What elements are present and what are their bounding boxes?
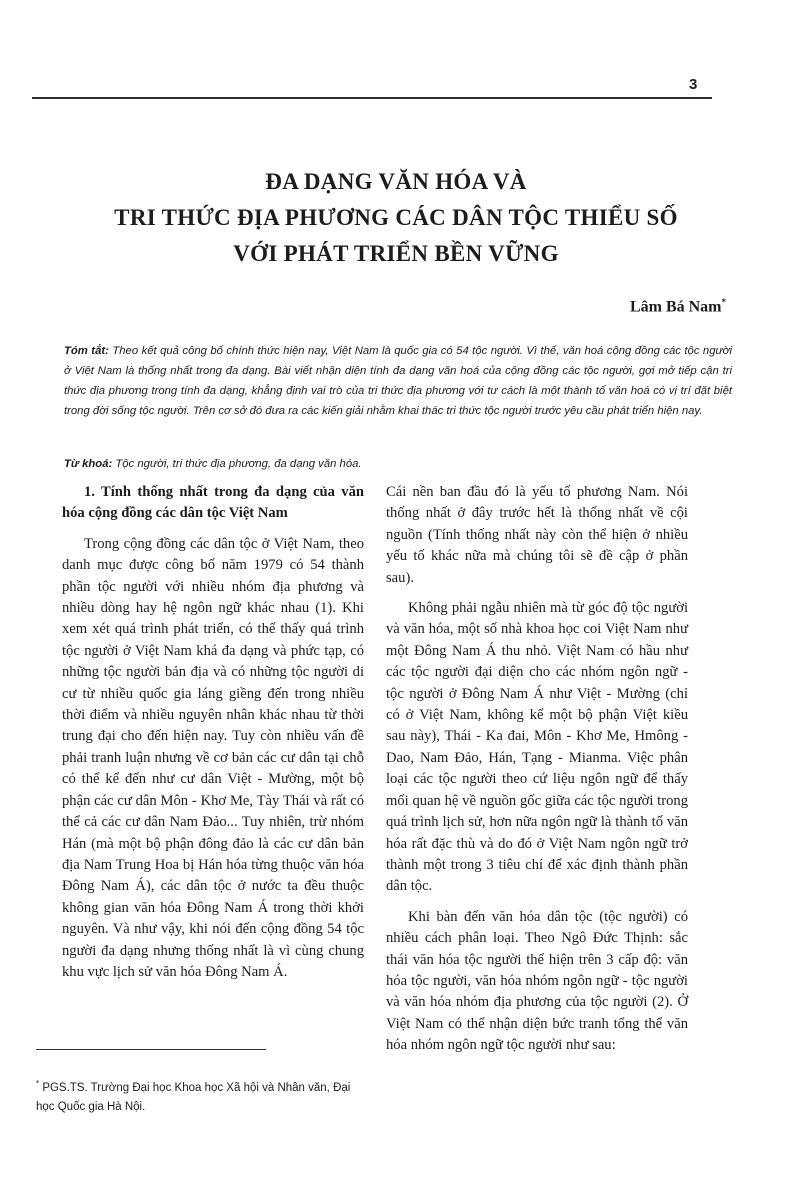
keywords-label: Từ khoá: <box>64 458 113 470</box>
footnote-mark: * <box>36 1079 40 1088</box>
title-line-1: ĐA DẠNG VĂN HÓA VÀ <box>265 169 527 194</box>
footnote <box>36 1074 356 1117</box>
author-name: Lâm Bá Nam <box>629 298 722 316</box>
header-rule <box>32 97 712 99</box>
author <box>630 297 726 316</box>
title-line-3: VỚI PHÁT TRIỂN BỀN VỮNG <box>233 241 559 266</box>
abstract <box>64 341 732 421</box>
right-column <box>386 482 688 1066</box>
abstract-label: Tóm tắt: <box>64 345 109 357</box>
right-paragraph-3: Khi bàn đến văn hóa dân tộc (tộc người) có nhiều cách phân loại. Theo Ngô Đức Thịnh: sắc thái văn hóa tộc người thể hiện trên 3 cấp độ: văn hóa tộc người, văn hóa nhóm ngôn ngữ - tộc người và văn hóa nhóm địa phương của tộc người (2). Ở Việt Nam có thể nhận diện bức tranh tổng thể văn hóa nhóm ngôn ngữ tộc người như sau: <box>386 908 688 1054</box>
author-footnote-mark: * <box>721 297 726 307</box>
footnote-rule <box>36 1049 266 1050</box>
section-heading: 1. Tính thống nhất trong đa dạng của văn hóa cộng đồng các dân tộc Việt Nam <box>62 484 364 522</box>
right-paragraph-1: Cái nền ban đầu đó là yếu tố phương Nam. Nói thống nhất ở đây trước hết là thống nhất về cội nguồn (Tính thống nhất này còn thể hiện ở nhiều yếu tố khác nữa mà chúng tôi sẽ đề cập ở phần sau). <box>386 484 688 586</box>
article-title <box>0 164 792 272</box>
left-paragraph-1: Trong cộng đồng các dân tộc ở Việt Nam, theo danh mục được công bố năm 1979 có 54 thành phần tộc người với nhiều nhóm địa phương và nhiều dòng hay hệ ngôn ngữ khác nhau (1). Khi xem xét quá trình phát triển, có thể thấy quá trình tộc người ở Việt Nam khá đa dạng và phức tạp, có những tộc người bản địa và có những tộc người di cư từ nhiều quốc gia láng giềng đến trong nhiều thời điểm và nhiều nguyên nhân khác nhau từ thời trung đại cho đến hiện nay. Tuy còn nhiều vấn đề phải tranh luận nhưng về cơ bản các cư dân tại chỗ có thể kể đến như cư dân Việt - Mường, một bộ phận các cư dân Môn - Khơ Me, Tày Thái và rất có thể cả các cư dân Nam Đảo... Tuy nhiên, trừ nhóm Hán (mà một bộ phận đông đảo là các cư dân bản địa Nam Trung Hoa bị Hán hóa từng thuộc văn hóa Đông Nam Á), các dân tộc ở nước ta đều thuộc không gian văn hóa Đông Nam Á trong thời khởi nguyên. Và như vậy, khi nói đến cộng đồng 54 tộc người đa dạng nhưng thống nhất là vì cùng chung khu vực lịch sử văn hóa Đông Nam Á. <box>62 535 364 980</box>
keywords <box>64 454 732 474</box>
footnote-text: PGS.TS. Trường Đại học Khoa học Xã hội và Nhân văn, Đại học Quốc gia Hà Nội. <box>36 1081 351 1113</box>
left-column <box>62 482 364 992</box>
right-paragraph-2: Không phải ngẫu nhiên mà từ góc độ tộc người và văn hóa, một số nhà khoa học coi Việt Nam như một Đông Nam Á thu nhỏ. Việt Nam có hầu như các tộc người đại diện cho các nhóm ngôn ngữ - tộc người ở Đông Nam Á như Việt - Mường (chỉ có ở Việt Nam, không kể một bộ phận Việt kiều sau này), Thái - Ka đai, Môn - Khơ Me, Hmông - Dao, Nam Đảo, Hán, Tạng - Mianma. Việc phân loại các tộc người theo cứ liệu ngôn ngữ để thấy mối quan hệ về nguồn gốc giữa các tộc người trong quá trình lịch sử, hơn nữa ngôn ngữ là thành tố văn hóa rất đặc thù và do đó ở Việt Nam ngôn ngữ trở thành một trong 3 tiêu chí để xác định thành phần dân tộc. <box>386 600 688 895</box>
page-number: 3 <box>689 76 698 93</box>
abstract-text: Theo kết quả công bố chính thức hiện nay, Việt Nam là quốc gia có 54 tộc người. Vì thế, văn hoá cộng đồng các tộc người ở Việt Nam là thống nhất trong đa dạng. Bài viết nhận diện tính đa dạng văn hoá của cộng đồng các tộc người, gợi mở tiếp cận tri thức địa phương trong tính đa dạng, khẳng định vai trò của tri thức địa phương với tư cách là một thành tố văn hoá có vị trí đặt biệt trong đời sống tộc người. Trên cơ sở đó đưa ra các kiến giải nhằm khai thác tri thức tộc người trước yêu cầu phát triển hiện nay. <box>64 345 732 417</box>
keywords-text: Tộc người, tri thức địa phương, đa dạng văn hóa. <box>112 458 362 470</box>
title-line-2: TRI THỨC ĐỊA PHƯƠNG CÁC DÂN TỘC THIỂU SỐ <box>114 205 678 230</box>
